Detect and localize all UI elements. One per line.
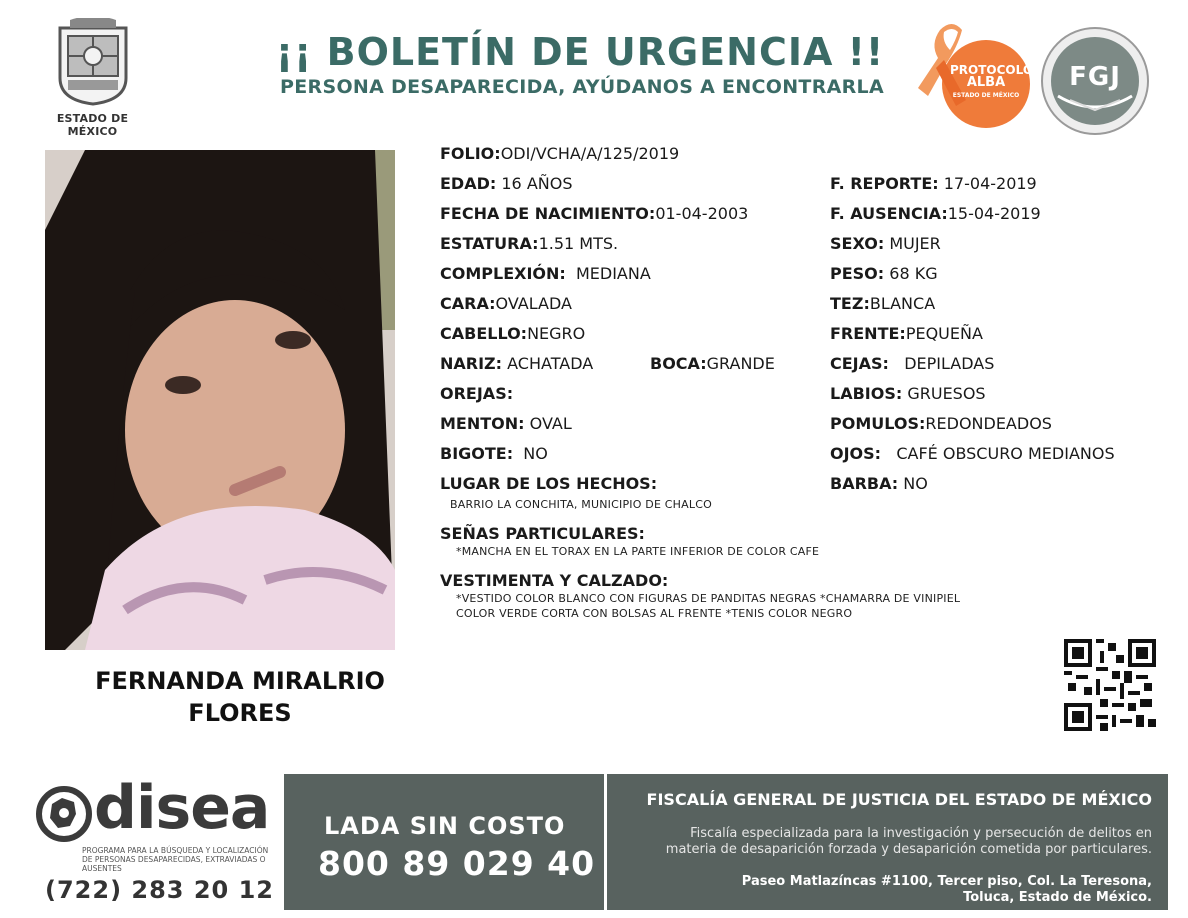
odisea-map-icon [36,786,92,842]
field-sexo: SEXO: MUJER [830,234,941,253]
field-barba: BARBA: NO [830,474,928,493]
fiscalia-address-line1: Paseo Matlazíncas #1100, Tercer piso, Col. La Teresona, [741,874,1152,889]
field-ojos: OJOS: CAFÉ OBSCURO MEDIANOS [830,444,1115,463]
estado-label: ESTADO DE MÉXICO [56,112,129,138]
senas-particulares-value: *MANCHA EN EL TORAX EN LA PARTE INFERIOR DE COLOR CAFE [456,545,820,558]
odisea-description: PROGRAMA PARA LA BÚSQUEDA Y LOCALIZACIÓN DE PERSONAS DESAPARECIDAS, EXTRAVIADAS O AUSENTES [82,846,269,873]
person-name-line2: FLORES [188,699,292,727]
protocolo-alba-logo [900,18,1034,136]
field-bigote: BIGOTE: NO [440,444,548,463]
footer-contact-panel [284,774,1168,910]
fgj-label: FGJ [1069,62,1121,92]
toll-free-number[interactable]: 800 89 029 40 [318,844,596,883]
estado-de-mexico-logo [30,18,155,138]
lugar-hechos-value: BARRIO LA CONCHITA, MUNICIPIO DE CHALCO [450,498,712,511]
field-lugar-hechos: LUGAR DE LOS HECHOS: [440,474,658,493]
fiscalia-address-line2: Toluca, Estado de México. [963,890,1152,905]
field-pomulos: POMULOS:REDONDEADOS [830,414,1052,433]
portrait-placeholder-icon [45,150,395,650]
field-fecha-ausencia: F. AUSENCIA:15-04-2019 [830,204,1041,223]
field-boca: BOCA:GRANDE [650,354,775,373]
person-name [45,665,435,729]
field-labios: LABIOS: GRUESOS [830,384,986,403]
field-edad: EDAD: 16 AÑOS [440,174,573,193]
field-fecha-nacimiento: FECHA DE NACIMIENTO:01-04-2003 [440,204,749,223]
vestimenta-line1: *VESTIDO COLOR BLANCO CON FIGURAS DE PANDITAS NEGRAS *CHAMARRA DE VINIPIEL [456,592,961,605]
field-cara: CARA:OVALADA [440,294,572,313]
footer-divider [604,774,607,910]
field-nariz: NARIZ: ACHATADA [440,354,594,373]
field-peso: PESO: 68 KG [830,264,938,283]
bulletin-title: ¡¡ BOLETÍN DE URGENCIA !! [275,30,885,74]
field-orejas: OREJAS: [440,384,514,403]
bulletin-subtitle: PERSONA DESAPARECIDA, AYÚDANOS A ENCONTRARLA [280,76,884,98]
fiscalia-description-line2: materia de desaparición forzada y desaparición cometida por particulares. [665,842,1152,857]
odisea-logo [36,773,276,846]
field-vestimenta: VESTIMENTA Y CALZADO: [440,571,669,590]
field-senas-particulares: SEÑAS PARTICULARES: [440,524,645,543]
fiscalia-description-line1: Fiscalía especializada para la investigación y persecución de delitos en [690,826,1152,841]
field-folio: FOLIO:ODI/VCHA/A/125/2019 [440,144,680,163]
fiscalia-name: FISCALÍA GENERAL DE JUSTICIA DEL ESTADO DE MÉXICO [646,790,1152,809]
field-complexion: COMPLEXIÓN: MEDIANA [440,264,651,283]
field-estatura: ESTATURA:1.51 MTS. [440,234,619,253]
estado-coat-of-arms-icon [54,18,132,106]
field-tez: TEZ:BLANCA [830,294,936,313]
field-fecha-reporte: F. REPORTE: 17-04-2019 [830,174,1037,193]
person-name-line1: FERNANDA MIRALRIO [95,667,385,695]
vestimenta-line2: COLOR VERDE CORTA CON BOLSAS AL FRENTE *TENIS COLOR NEGRO [456,607,853,620]
field-cejas: CEJAS: DEPILADAS [830,354,995,373]
local-phone-number[interactable]: (722) 283 20 12 [45,876,274,904]
protocolo-alba-text: PROTOCOLO ALBA ESTADO DE MÉXICO [950,63,1034,99]
odisea-wordmark-text: disea [94,773,270,843]
missing-person-photo [45,150,395,650]
field-cabello: CABELLO:NEGRO [440,324,586,343]
field-frente: FRENTE:PEQUEÑA [830,324,983,343]
qr-code-icon[interactable] [1064,639,1156,731]
fgj-logo [1040,26,1150,136]
lada-sin-costo-label: LADA SIN COSTO [324,812,566,840]
field-menton: MENTON: OVAL [440,414,572,433]
